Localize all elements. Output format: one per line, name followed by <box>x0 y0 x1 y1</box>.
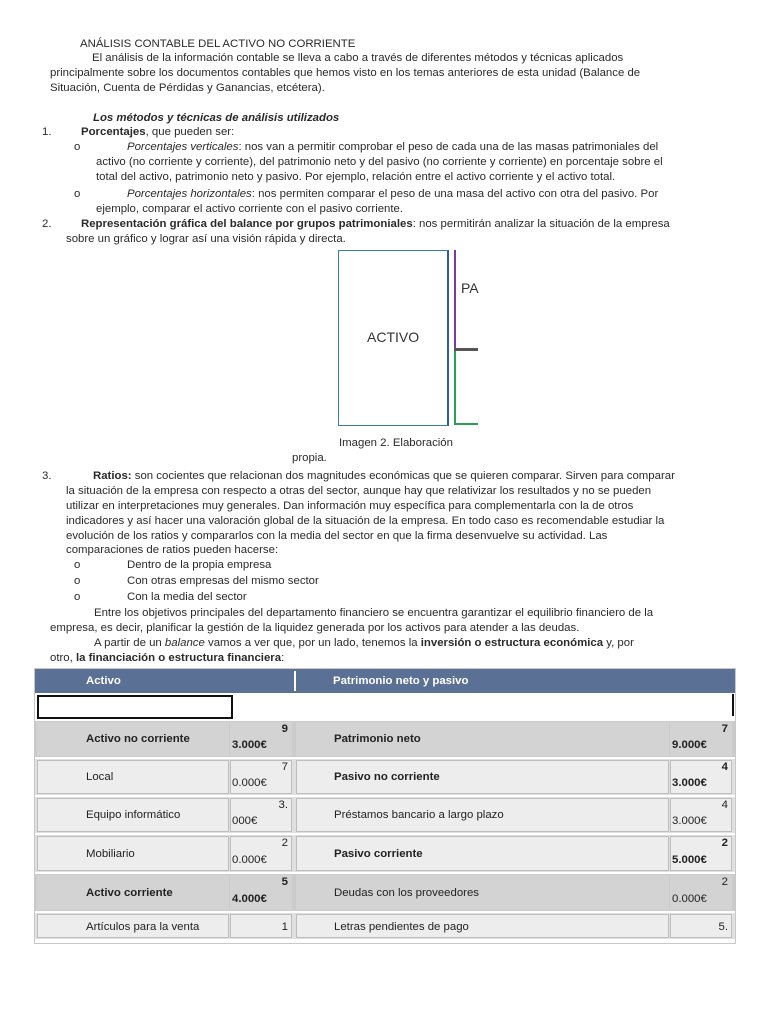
activo-amount-cell <box>230 760 292 794</box>
pasivo-label-cell <box>296 914 669 938</box>
item3-bullet-3: Con la media del sector <box>127 591 247 603</box>
table-row <box>35 797 735 833</box>
sub2-line-2: ejemplo, comparar el activo corriente con el pasivo corriente. <box>96 203 404 215</box>
amount-top: 9 <box>281 723 288 735</box>
diagram-pasivo-border <box>454 250 456 350</box>
item1-bullet-1: o <box>74 141 81 153</box>
sub2-text-1: : nos permiten comparar el peso de una masa del activo con otra del pasivo. Por <box>251 188 659 200</box>
objetivos-line-2: empresa, es decir, planificar la gestión de la liquidez generada por los activos para atender a las deudas. <box>50 622 580 634</box>
cell-label: Equipo informático <box>86 809 181 821</box>
cell-label: Patrimonio neto <box>334 733 421 745</box>
item1-text <box>81 125 234 140</box>
amount-bottom: 3.000€ <box>232 739 267 751</box>
item3-bold: Ratios: <box>93 470 132 482</box>
cell-label: Deudas con los proveedores <box>334 887 480 899</box>
item3-number: 3. <box>42 470 52 482</box>
amount-bottom: 3.000€ <box>672 815 707 827</box>
pasivo-amount-cell <box>670 914 732 938</box>
objetivos-line-1: Entre los objetivos principales del departamento financiero se encuentra garantizar el equilibrio financiero de la <box>94 607 654 619</box>
pasivo-label-cell <box>296 798 669 832</box>
sub2-italic: Porcentajes horizontales <box>127 188 252 200</box>
table-row <box>35 874 735 911</box>
item3-line-5: evolución de los ratios y compararlos con la media del sector en que la firma desenvuelve su actividad. Las <box>66 530 608 542</box>
diagram-corriente-border <box>454 351 456 425</box>
diagram-divider <box>454 348 478 351</box>
selected-cell[interactable] <box>37 695 233 719</box>
amount-top: 7 <box>721 723 728 735</box>
item2-line-2: sobre un gráfico y lograr así una visión rápida y directa. <box>66 233 346 245</box>
intro-line-2: principalmente sobre los documentos contables que hemos visto en los temas anteriores de esta unidad (Balance de <box>50 67 641 79</box>
diagram-pa-label: PA <box>461 280 479 296</box>
pasivo-amount-cell <box>670 722 732 756</box>
table-row <box>35 721 735 757</box>
activo-label-cell <box>37 722 229 756</box>
caption-line-1: Imagen 2. Elaboración <box>339 437 453 449</box>
item3-bullet-2: Con otras empresas del mismo sector <box>127 575 319 587</box>
amount-top: 5 <box>281 876 288 888</box>
diagram-activo-box <box>338 250 449 426</box>
pasivo-label-cell <box>296 875 669 910</box>
item1-bullet-2: o <box>74 188 81 200</box>
item3-line-6: comparaciones de ratios pueden hacerse: <box>66 544 279 556</box>
balance-bold-2: la financiación o estructura financiera <box>75 652 282 664</box>
pasivo-amount-cell <box>670 798 732 832</box>
amount-bottom: 0.000€ <box>232 777 267 789</box>
pasivo-amount-cell <box>670 836 732 871</box>
diagram-activo-label: ACTIVO <box>367 329 420 345</box>
item3-line-1: son cocientes que relacionan dos magnitudes económicas que se quieren comparar. Sirven para comparar <box>131 470 675 482</box>
item1-rest: , que pueden ser: <box>145 126 235 138</box>
header-activo: Activo <box>86 675 121 687</box>
pasivo-label-cell <box>296 836 669 871</box>
pasivo-amount-cell <box>670 760 732 794</box>
cell-label: Activo corriente <box>86 887 173 899</box>
doc-title: ANÁLISIS CONTABLE DEL ACTIVO NO CORRIENTE <box>80 38 356 50</box>
cell-label: Mobiliario <box>86 848 135 860</box>
item3-line-4: indicadores y así hacer una valoración global de la situación de la empresa. En todo caso es recomendable estudiar la <box>66 515 665 527</box>
item2-bold: Representación gráfica del balance por grupos patrimoniales <box>81 218 413 230</box>
balance-line-1 <box>94 636 634 651</box>
cell-label: Letras pendientes de pago <box>334 921 469 933</box>
row-edge <box>732 694 734 716</box>
item3-line-3: utilizar en interpretaciones muy generales. Dan información muy específica para complementarla con la de otros <box>66 500 634 512</box>
item3-bullet-1: Dentro de la propia empresa <box>127 559 272 571</box>
activo-amount-cell <box>230 722 292 756</box>
table-row <box>35 759 735 795</box>
item3-line-2: la situación de la empresa con respecto a otras del sector, aunque hay que relativizar los resultados y no se pueden <box>66 485 652 497</box>
cell-label: Préstamos bancario a largo plazo <box>334 809 504 821</box>
intro-line-3: Situación, Cuenta de Pérdidas y Ganancias, etcétera). <box>50 82 325 94</box>
amount-top: 4 <box>721 761 728 773</box>
balance-b: vamos a ver que, por un lado, tenemos la <box>204 637 421 649</box>
caption-line-2: propia. <box>292 452 327 464</box>
blank-row <box>35 694 735 720</box>
amount-top: 1 <box>281 921 288 933</box>
balance-c: y, por <box>603 637 634 649</box>
item3-bullet-3-mark: o <box>74 591 81 603</box>
item1-bold: Porcentajes <box>81 126 146 138</box>
activo-amount-cell <box>230 836 292 871</box>
cell-label: Pasivo corriente <box>334 848 423 860</box>
amount-bottom: 0.000€ <box>232 854 267 866</box>
cell-label: Local <box>86 771 114 783</box>
activo-amount-cell <box>230 914 292 938</box>
table-row <box>35 835 735 872</box>
amount-top: 4 <box>721 799 728 811</box>
amount-bottom: 5.000€ <box>672 854 707 866</box>
balance-italic: balance <box>164 637 205 649</box>
balance-bold-1: inversión o estructura económica <box>420 637 604 649</box>
activo-label-cell <box>37 875 229 910</box>
sub1-line-3: total del activo, patrimonio neto y pasivo. Por ejemplo, relación entre el activo corriente y el activo total. <box>96 171 616 183</box>
table-row <box>35 913 735 939</box>
amount-top: 3. <box>278 799 288 811</box>
item3-text <box>93 469 675 484</box>
amount-top: 2 <box>721 876 728 888</box>
amount-bottom: 3.000€ <box>672 777 707 789</box>
sub1-italic: Porcentajes verticales <box>127 141 239 153</box>
activo-label-cell <box>37 760 229 794</box>
balance-e: : <box>281 652 285 664</box>
balance-line-2 <box>50 651 284 666</box>
cell-label: Pasivo no corriente <box>334 771 440 783</box>
balance-table <box>34 668 736 944</box>
amount-bottom: 0.000€ <box>672 893 707 905</box>
amount-top: 2 <box>721 837 728 849</box>
amount-top: 5. <box>718 921 728 933</box>
pasivo-amount-cell <box>670 875 732 910</box>
item2-rest: : nos permitirán analizar la situación de la empresa <box>412 218 670 230</box>
item1-number: 1. <box>42 126 52 138</box>
amount-top: 2 <box>281 837 288 849</box>
activo-amount-cell <box>230 798 292 832</box>
activo-amount-cell <box>230 875 292 910</box>
amount-bottom: 9.000€ <box>672 739 707 751</box>
methods-heading: Los métodos y técnicas de análisis utilizados <box>93 112 340 124</box>
activo-label-cell <box>37 836 229 871</box>
item3-bullet-2-mark: o <box>74 575 81 587</box>
header-divider <box>294 671 296 691</box>
pasivo-label-cell <box>296 760 669 794</box>
cell-label: Activo no corriente <box>86 733 190 745</box>
intro-line-1: El análisis de la información contable se lleva a cabo a través de diferentes métodos y técnicas aplicados <box>92 52 624 64</box>
sub1-line-2: activo (no corriente y corriente), del patrimonio neto y del pasivo (no corriente y corriente) en porcentaje sobre el <box>96 156 663 168</box>
item3-bullet-1-mark: o <box>74 559 81 571</box>
amount-bottom: 000€ <box>232 815 258 827</box>
sub2-line-1 <box>127 187 658 202</box>
header-patrimonio: Patrimonio neto y pasivo <box>333 675 469 687</box>
activo-label-cell <box>37 798 229 832</box>
table-header <box>35 669 735 693</box>
amount-bottom: 4.000€ <box>232 893 267 905</box>
sub1-text-1: : nos van a permitir comprobar el peso de cada una de las masas patrimoniales del <box>238 141 659 153</box>
item2-text <box>81 217 670 232</box>
activo-label-cell <box>37 914 229 938</box>
sub1-line-1 <box>127 140 658 155</box>
amount-top: 7 <box>281 761 288 773</box>
balance-d: otro, <box>50 652 76 664</box>
balance-a: A partir de un <box>94 637 165 649</box>
pasivo-label-cell <box>296 722 669 756</box>
diagram-corriente-bottom <box>454 423 478 425</box>
cell-label: Artículos para la venta <box>86 921 200 933</box>
item2-number: 2. <box>42 218 52 230</box>
